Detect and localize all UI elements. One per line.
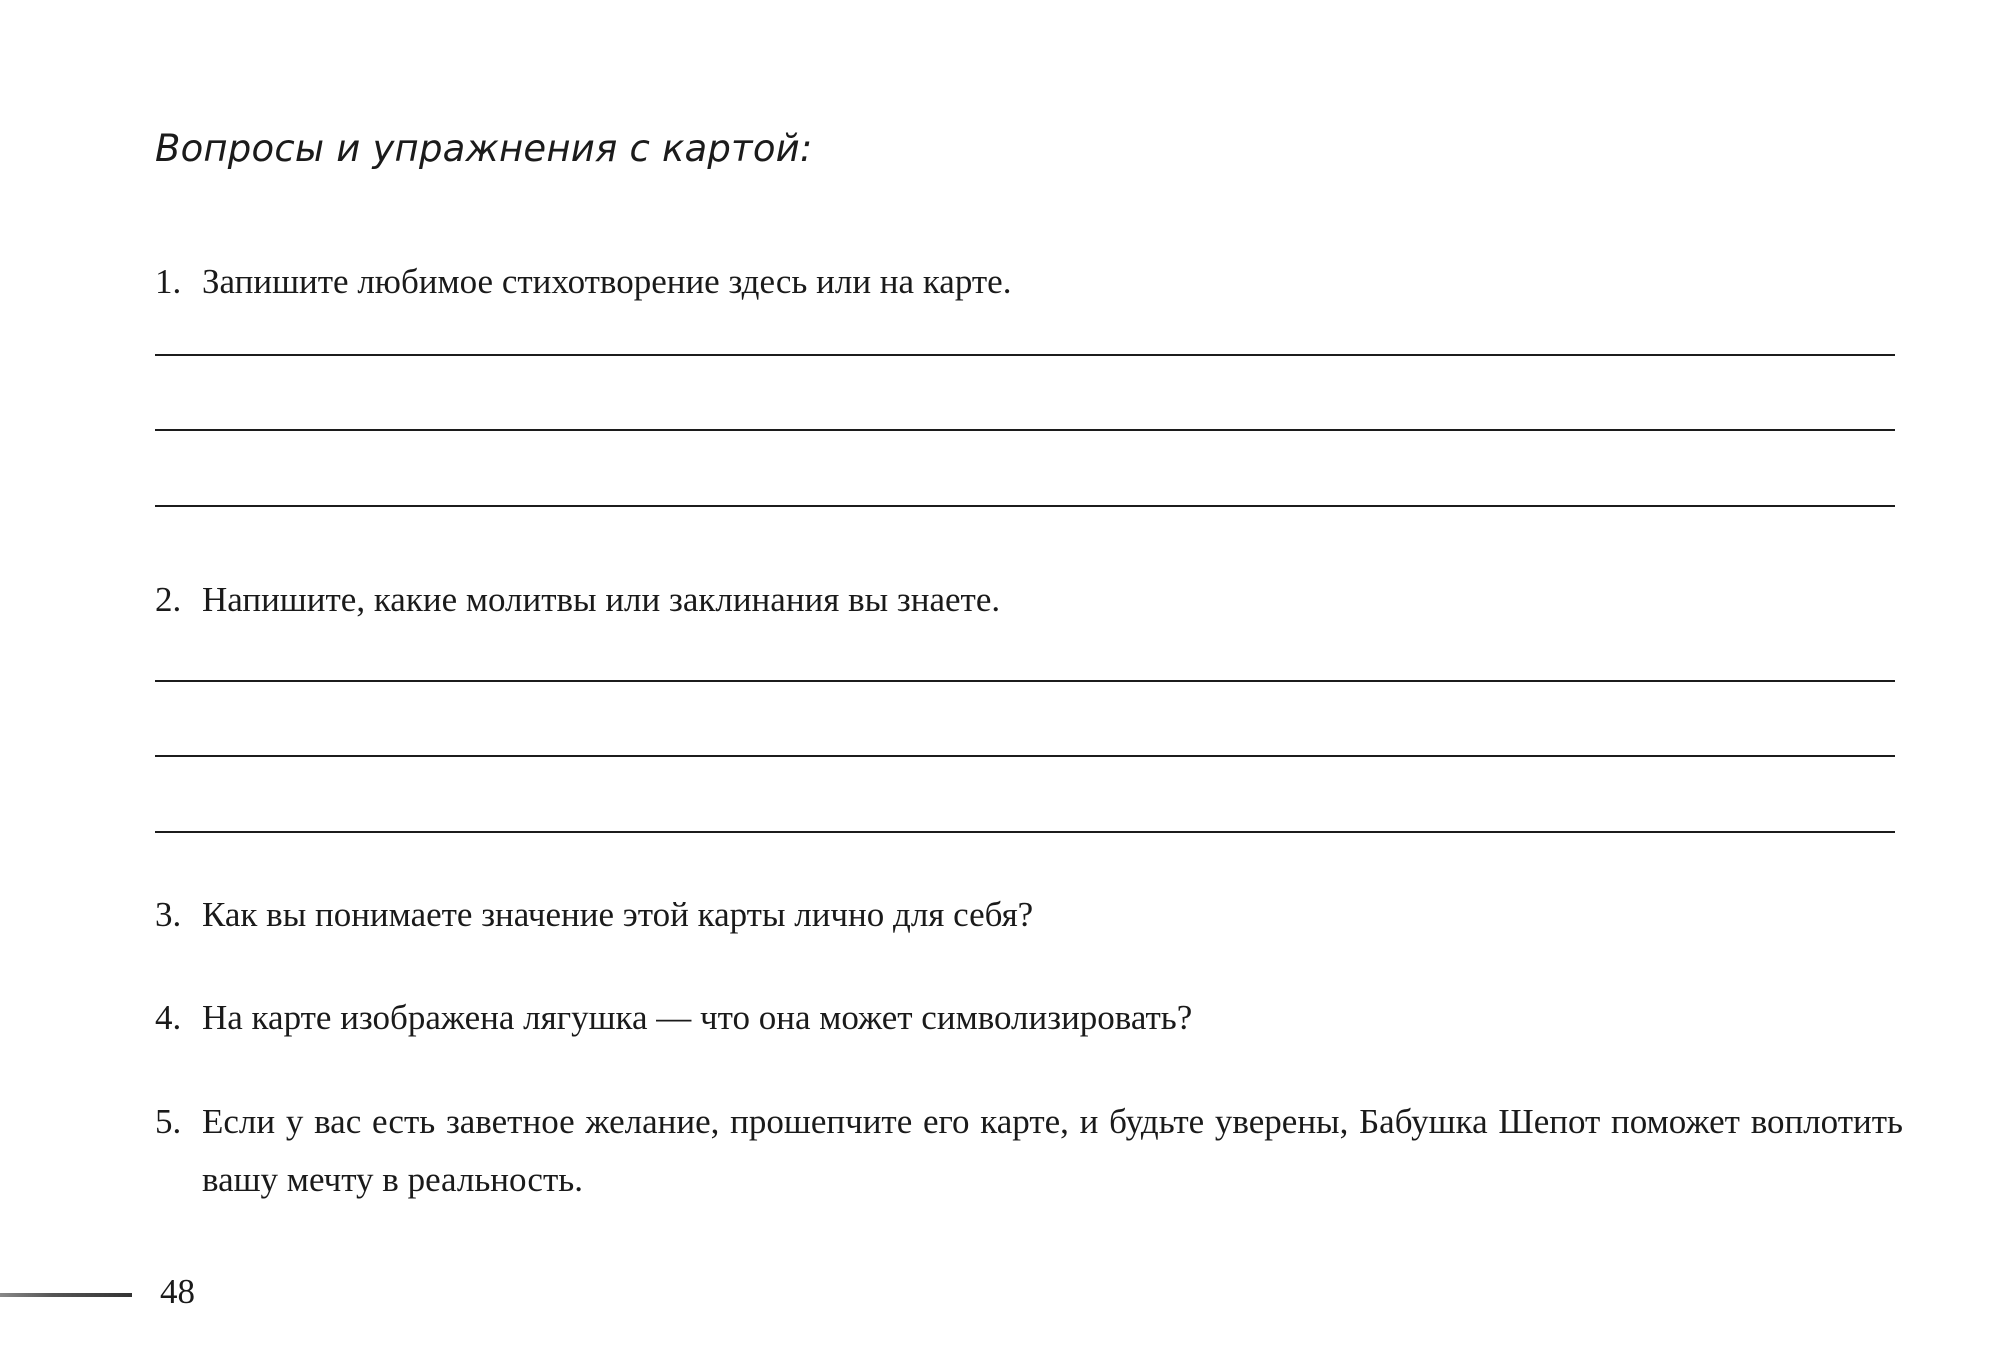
answer-line[interactable] (155, 505, 1895, 507)
question-text: Как вы понимаете значение этой карты лично для себя? (202, 895, 1034, 934)
question-text: Напишите, какие молитвы или заклинания вы знаете. (202, 580, 1001, 619)
question-4 (155, 998, 1192, 1038)
question-number: 4. (155, 998, 182, 1037)
question-text: Если у вас есть заветное желание, прошепчите его карте, и будьте уверены, Бабушка Шепот поможет воплотить вашу мечту в реальность. (202, 1102, 1903, 1199)
question-3 (155, 895, 1033, 935)
section-heading: Вопросы и упражнения с картой: (155, 127, 813, 170)
footer-rule (0, 1293, 132, 1297)
question-2 (155, 580, 1000, 620)
answer-line[interactable] (155, 354, 1895, 356)
question-text: Запишите любимое стихотворение здесь или на карте. (202, 262, 1012, 301)
answer-line[interactable] (155, 429, 1895, 431)
answer-line[interactable] (155, 831, 1895, 833)
page-number: 48 (160, 1272, 195, 1311)
question-text: На карте изображена лягушка — что она может символизировать? (202, 998, 1193, 1037)
question-number: 3. (155, 895, 182, 934)
question-5 (155, 1093, 1903, 1209)
question-number: 5. (155, 1102, 182, 1141)
question-1 (155, 262, 1011, 302)
answer-line[interactable] (155, 755, 1895, 757)
answer-line[interactable] (155, 680, 1895, 682)
question-number: 2. (155, 580, 182, 619)
question-number: 1. (155, 262, 182, 301)
